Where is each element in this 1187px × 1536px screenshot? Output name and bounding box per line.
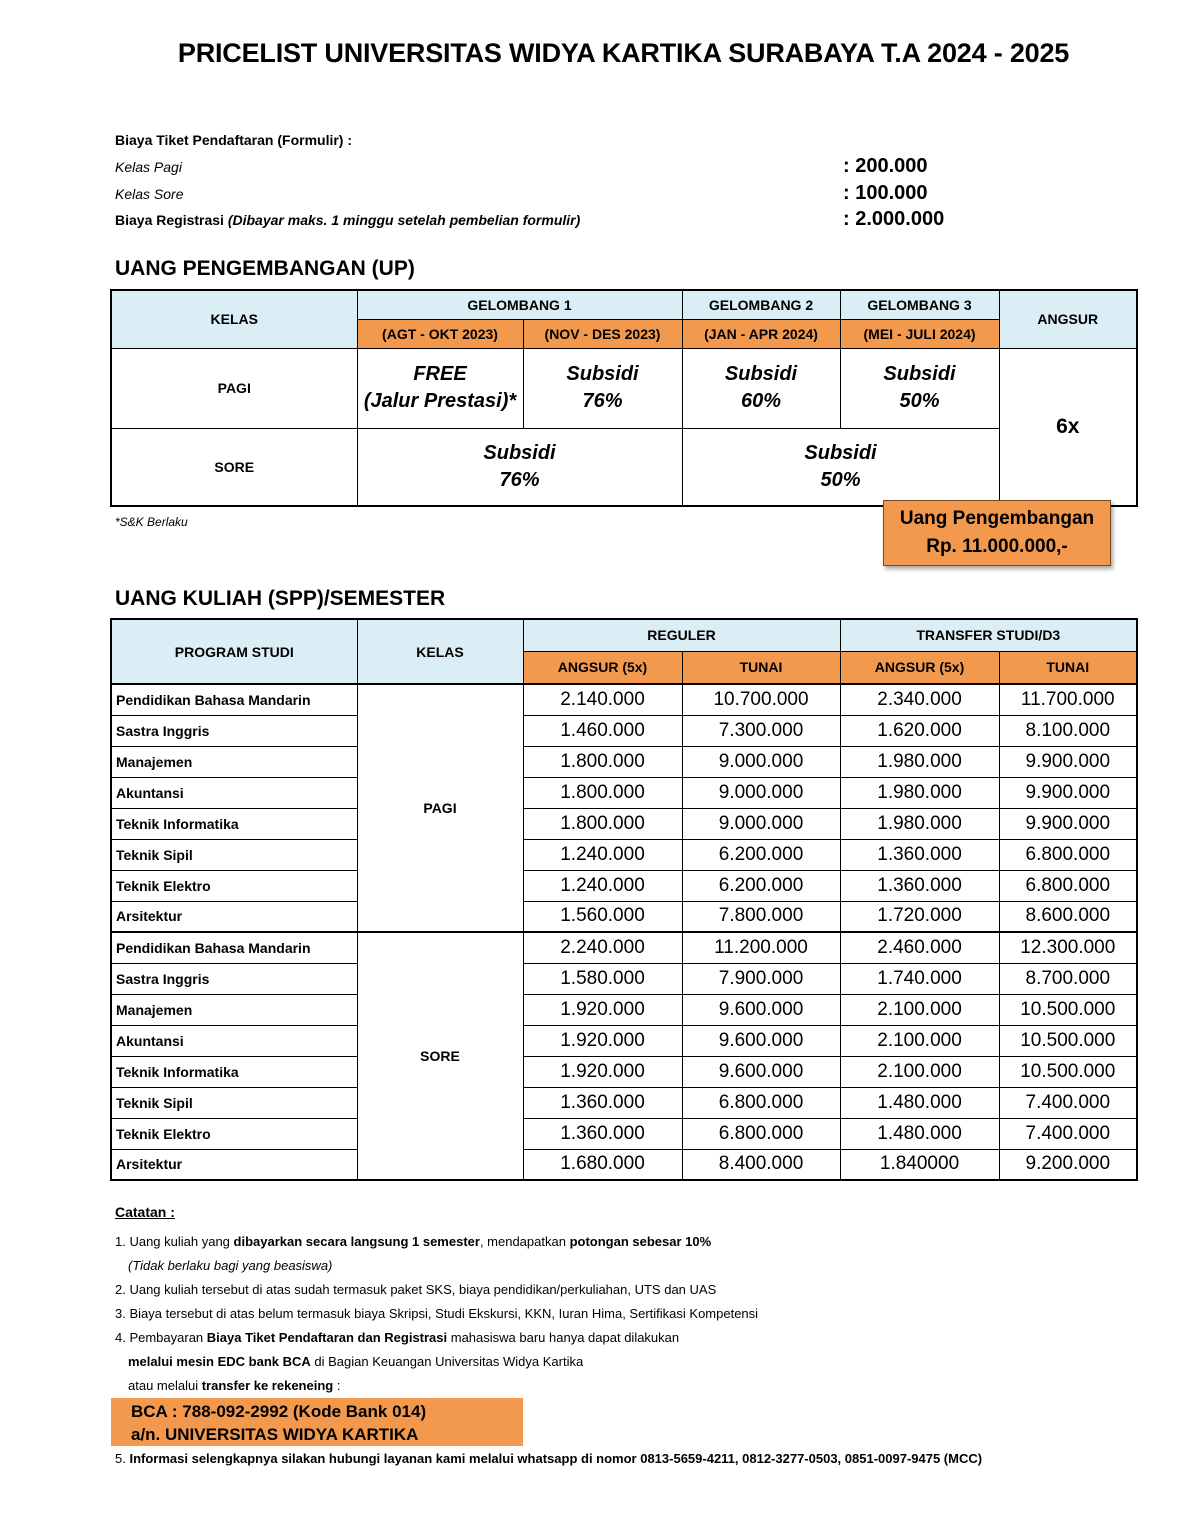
reguler-angsur-value: 1.460.000 — [523, 715, 682, 746]
up-gelombang-3-header: GELOMBANG 3 — [840, 290, 999, 319]
program-name: Teknik Sipil — [111, 839, 357, 870]
table-row — [111, 994, 1137, 1025]
reguler-angsur-value: 2.240.000 — [523, 932, 682, 963]
reguler-tunai-value: 6.200.000 — [682, 839, 840, 870]
note-5: 5. Informasi selengkapnya silakan hubungi layanan kami melalui whatsapp di nomor 0813-5659-4211, 0812-3277-0503, 0851-0097-9475 (MCC) — [115, 1451, 983, 1466]
reguler-angsur-value: 1.680.000 — [523, 1149, 682, 1180]
program-name: Teknik Elektro — [111, 1118, 357, 1149]
up-footnote: *S&K Berlaku — [115, 515, 188, 529]
sore-fee-value: : 100.000 — [843, 182, 928, 204]
transfer-tunai-value: 12.300.000 — [999, 932, 1137, 963]
transfer-tunai-value: 10.500.000 — [999, 994, 1137, 1025]
transfer-angsur-value: 2.100.000 — [840, 1056, 999, 1087]
bank-account-box — [111, 1398, 523, 1446]
spp-section-title: UANG KULIAH (SPP)/SEMESTER — [115, 587, 446, 610]
table-row — [111, 1087, 1137, 1118]
spp-reguler-tunai-header: TUNAI — [682, 651, 840, 684]
reguler-tunai-value: 9.000.000 — [682, 746, 840, 777]
table-row — [111, 1025, 1137, 1056]
spp-transfer-angsur-header: ANGSUR (5x) — [840, 651, 999, 684]
spp-reguler-header: REGULER — [523, 619, 840, 651]
reguler-angsur-value: 1.560.000 — [523, 901, 682, 932]
transfer-angsur-value: 1.360.000 — [840, 870, 999, 901]
registration-fee-header: Biaya Tiket Pendaftaran (Formulir) : — [115, 132, 353, 148]
reguler-tunai-value: 6.800.000 — [682, 1118, 840, 1149]
table-row — [111, 839, 1137, 870]
transfer-angsur-value: 1.840000 — [840, 1149, 999, 1180]
program-name: Arsitektur — [111, 901, 357, 932]
reguler-tunai-value: 6.800.000 — [682, 1087, 840, 1118]
note-1: 1. Uang kuliah yang dibayarkan secara langsung 1 semester, mendapatkan potongan sebesar 10% — [115, 1234, 712, 1249]
up-gelombang-2-header: GELOMBANG 2 — [682, 290, 840, 319]
page-title: PRICELIST UNIVERSITAS WIDYA KARTIKA SURABAYA T.A 2024 - 2025 — [177, 38, 1070, 68]
transfer-tunai-value: 11.700.000 — [999, 684, 1137, 715]
transfer-tunai-value: 7.400.000 — [999, 1087, 1137, 1118]
note-1-sub: (Tidak berlaku bagi yang beasiswa) — [128, 1258, 333, 1273]
transfer-tunai-value: 6.800.000 — [999, 870, 1137, 901]
reguler-tunai-value: 9.600.000 — [682, 994, 840, 1025]
note-2: 2. Uang kuliah tersebut di atas sudah termasuk paket SKS, biaya pendidikan/perkuliahan, UTS dan UAS — [115, 1282, 717, 1297]
bank-account-name: a/n. UNIVERSITAS WIDYA KARTIKA — [131, 1425, 419, 1444]
transfer-angsur-value: 1.980.000 — [840, 746, 999, 777]
note-3: 3. Biaya tersebut di atas belum termasuk biaya Skripsi, Studi Ekskursi, KKN, Iuran Hima, Sertifikasi Kompetensi — [115, 1306, 759, 1321]
program-name: Manajemen — [111, 746, 357, 777]
note-4-line-3: atau melalui transfer ke rekeneing : — [128, 1378, 341, 1393]
table-row — [111, 715, 1137, 746]
up-pagi-cell-3: Subsidi 60% — [682, 348, 840, 428]
reguler-angsur-value: 1.800.000 — [523, 777, 682, 808]
reguler-tunai-value: 7.800.000 — [682, 901, 840, 932]
up-pagi-cell-4: Subsidi 50% — [840, 348, 999, 428]
pagi-fee-label: Kelas Pagi — [115, 159, 182, 175]
transfer-angsur-value: 1.720.000 — [840, 901, 999, 932]
table-row — [111, 870, 1137, 901]
registration-label-text: Biaya Registrasi — [115, 212, 224, 228]
reguler-tunai-value: 7.300.000 — [682, 715, 840, 746]
transfer-angsur-value: 1.360.000 — [840, 839, 999, 870]
program-name: Manajemen — [111, 994, 357, 1025]
pagi-fee-value: : 200.000 — [843, 155, 928, 177]
note-4: 4. Pembayaran Biaya Tiket Pendaftaran dan Registrasi mahasiswa baru hanya dapat dilakukan — [115, 1330, 680, 1345]
program-name: Akuntansi — [111, 777, 357, 808]
up-angsur-header: ANGSUR — [999, 290, 1137, 348]
sore-fee-label: Kelas Sore — [115, 186, 184, 202]
reguler-tunai-value: 9.000.000 — [682, 808, 840, 839]
table-row — [111, 808, 1137, 839]
transfer-angsur-value: 1.980.000 — [840, 777, 999, 808]
spp-kelas-header: KELAS — [357, 619, 523, 684]
transfer-tunai-value: 9.900.000 — [999, 746, 1137, 777]
up-table — [110, 289, 1138, 507]
up-angsur-value: 6x — [999, 348, 1137, 506]
up-row-pagi-label: PAGI — [111, 348, 357, 428]
spp-table — [110, 618, 1138, 1181]
spp-transfer-tunai-header: TUNAI — [999, 651, 1137, 684]
reguler-angsur-value: 1.920.000 — [523, 1056, 682, 1087]
notes-title: Catatan : — [115, 1204, 175, 1220]
up-pagi-cell-1: FREE (Jalur Prestasi)* — [357, 348, 523, 428]
reguler-tunai-value: 7.900.000 — [682, 963, 840, 994]
program-name: Teknik Informatika — [111, 808, 357, 839]
table-row — [111, 684, 1137, 715]
transfer-angsur-value: 1.620.000 — [840, 715, 999, 746]
up-pagi-cell-2: Subsidi 76% — [523, 348, 682, 428]
table-row — [111, 1118, 1137, 1149]
kelas-pagi-cell: PAGI — [357, 684, 523, 932]
up-row-sore-label: SORE — [111, 428, 357, 506]
transfer-angsur-value: 1.480.000 — [840, 1118, 999, 1149]
registration-fee-label — [115, 212, 580, 228]
reguler-angsur-value: 1.800.000 — [523, 808, 682, 839]
transfer-tunai-value: 9.200.000 — [999, 1149, 1137, 1180]
spp-transfer-header: TRANSFER STUDI/D3 — [840, 619, 1137, 651]
up-sore-cell-1: Subsidi 76% — [357, 428, 682, 506]
transfer-tunai-value: 9.900.000 — [999, 777, 1137, 808]
program-name: Akuntansi — [111, 1025, 357, 1056]
up-period-2: (NOV - DES 2023) — [523, 319, 682, 348]
reguler-tunai-value: 10.700.000 — [682, 684, 840, 715]
reguler-tunai-value: 9.000.000 — [682, 777, 840, 808]
program-name: Teknik Sipil — [111, 1087, 357, 1118]
up-kelas-header: KELAS — [111, 290, 357, 348]
reguler-angsur-value: 1.240.000 — [523, 870, 682, 901]
reguler-tunai-value: 8.400.000 — [682, 1149, 840, 1180]
transfer-tunai-value: 9.900.000 — [999, 808, 1137, 839]
up-total-value: Rp. 11.000.000,- — [926, 536, 1068, 557]
reguler-angsur-value: 1.360.000 — [523, 1087, 682, 1118]
kelas-sore-cell: SORE — [357, 932, 523, 1180]
transfer-tunai-value: 10.500.000 — [999, 1056, 1137, 1087]
transfer-angsur-value: 1.480.000 — [840, 1087, 999, 1118]
reguler-tunai-value: 11.200.000 — [682, 932, 840, 963]
transfer-tunai-value: 6.800.000 — [999, 839, 1137, 870]
up-period-3: (JAN - APR 2024) — [682, 319, 840, 348]
transfer-angsur-value: 2.340.000 — [840, 684, 999, 715]
program-name: Teknik Elektro — [111, 870, 357, 901]
spp-program-header: PROGRAM STUDI — [111, 619, 357, 684]
reguler-angsur-value: 1.240.000 — [523, 839, 682, 870]
reguler-angsur-value: 1.360.000 — [523, 1118, 682, 1149]
transfer-angsur-value: 1.980.000 — [840, 808, 999, 839]
transfer-angsur-value: 2.100.000 — [840, 1025, 999, 1056]
table-row — [111, 1056, 1137, 1087]
reguler-angsur-value: 1.800.000 — [523, 746, 682, 777]
program-name: Sastra Inggris — [111, 963, 357, 994]
program-name: Arsitektur — [111, 1149, 357, 1180]
reguler-angsur-value: 2.140.000 — [523, 684, 682, 715]
table-row — [111, 932, 1137, 963]
registration-note: (Dibayar maks. 1 minggu setelah pembelian formulir) — [227, 212, 581, 228]
program-name: Sastra Inggris — [111, 715, 357, 746]
up-total-box — [883, 500, 1111, 566]
table-row — [111, 963, 1137, 994]
transfer-angsur-value: 2.100.000 — [840, 994, 999, 1025]
up-sore-cell-2: Subsidi 50% — [682, 428, 999, 506]
up-period-1: (AGT - OKT 2023) — [357, 319, 523, 348]
table-row — [111, 777, 1137, 808]
transfer-tunai-value: 10.500.000 — [999, 1025, 1137, 1056]
reguler-angsur-value: 1.580.000 — [523, 963, 682, 994]
up-section-title: UANG PENGEMBANGAN (UP) — [115, 257, 415, 280]
up-total-label: Uang Pengembangan — [899, 508, 1095, 529]
transfer-tunai-value: 8.700.000 — [999, 963, 1137, 994]
transfer-tunai-value: 8.100.000 — [999, 715, 1137, 746]
bank-account-number: BCA : 788-092-2992 (Kode Bank 014) — [131, 1402, 427, 1421]
spp-reguler-angsur-header: ANGSUR (5x) — [523, 651, 682, 684]
program-name: Pendidikan Bahasa Mandarin — [111, 932, 357, 963]
note-4-line-2: melalui mesin EDC bank BCA di Bagian Keuangan Universitas Widya Kartika — [128, 1354, 584, 1369]
transfer-tunai-value: 7.400.000 — [999, 1118, 1137, 1149]
up-gelombang-1-header: GELOMBANG 1 — [357, 290, 682, 319]
table-row — [111, 746, 1137, 777]
table-row — [111, 901, 1137, 932]
table-row — [111, 1149, 1137, 1180]
reguler-tunai-value: 6.200.000 — [682, 870, 840, 901]
registration-fee-value: : 2.000.000 — [843, 208, 945, 230]
transfer-angsur-value: 1.740.000 — [840, 963, 999, 994]
up-period-4: (MEI - JULI 2024) — [840, 319, 999, 348]
reguler-tunai-value: 9.600.000 — [682, 1056, 840, 1087]
reguler-angsur-value: 1.920.000 — [523, 1025, 682, 1056]
reguler-tunai-value: 9.600.000 — [682, 1025, 840, 1056]
program-name: Pendidikan Bahasa Mandarin — [111, 684, 357, 715]
transfer-angsur-value: 2.460.000 — [840, 932, 999, 963]
reguler-angsur-value: 1.920.000 — [523, 994, 682, 1025]
program-name: Teknik Informatika — [111, 1056, 357, 1087]
transfer-tunai-value: 8.600.000 — [999, 901, 1137, 932]
